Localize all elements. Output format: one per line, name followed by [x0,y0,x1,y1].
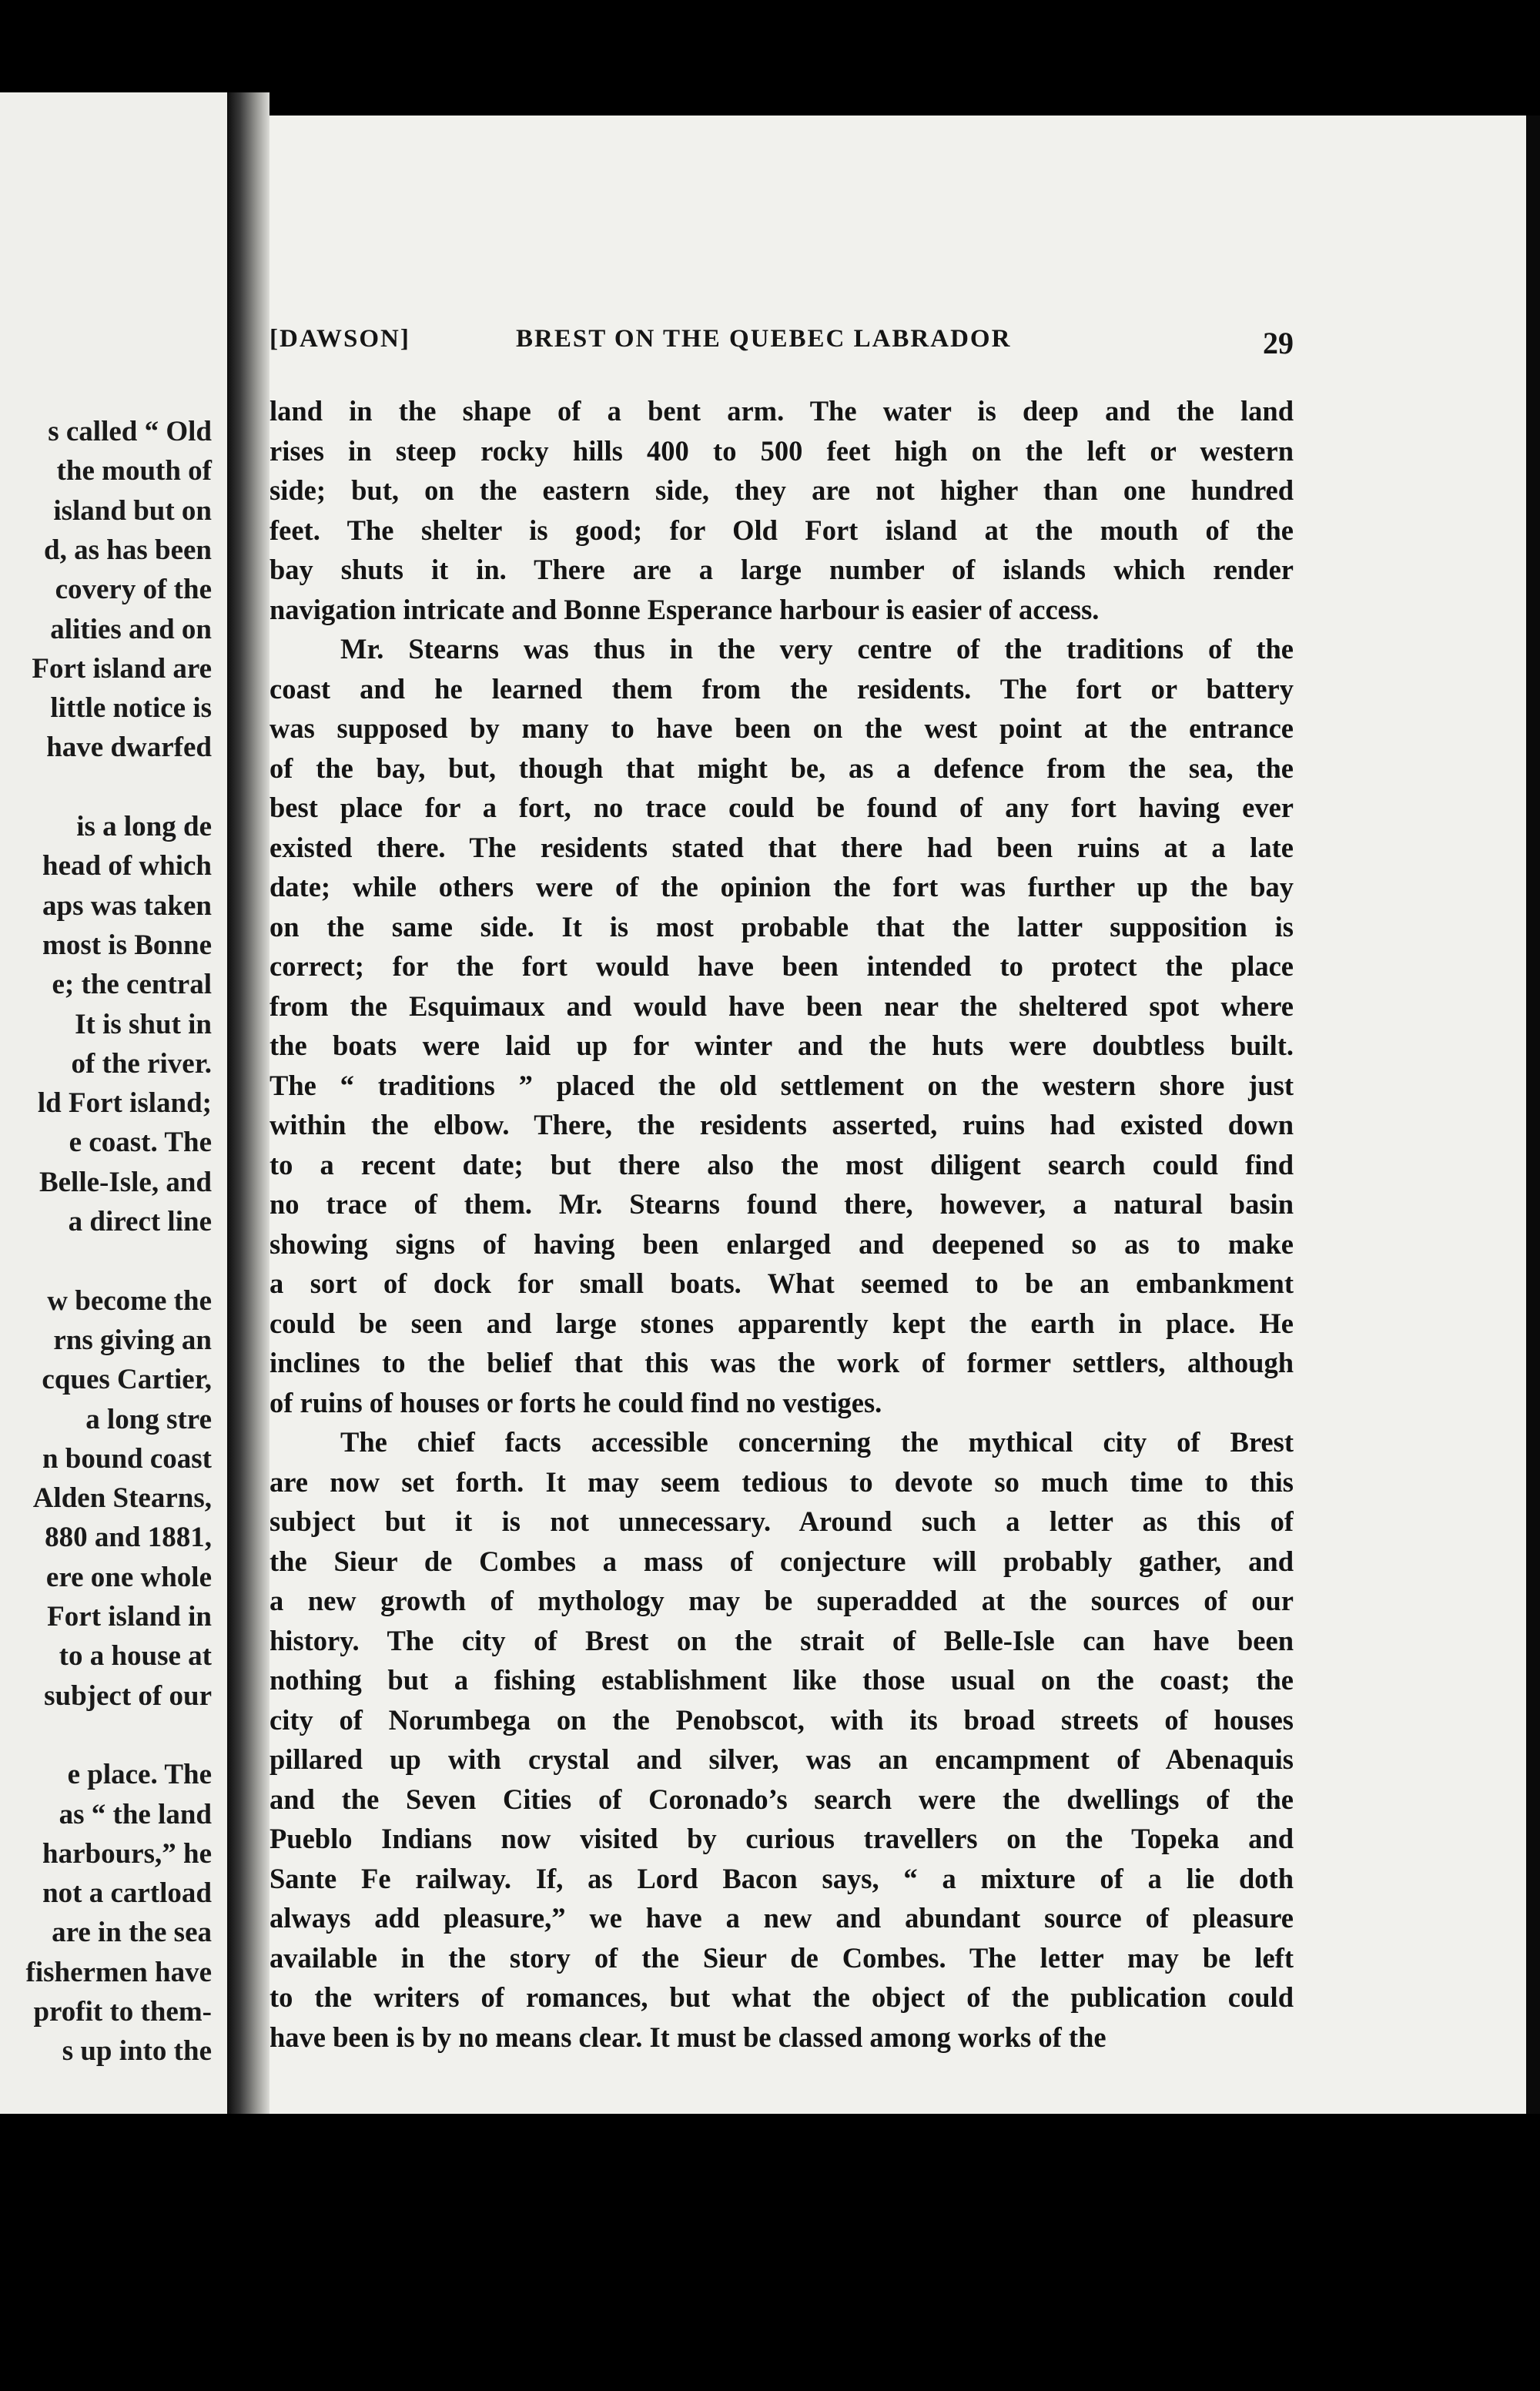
left-page-line: ere one whole [45,1561,212,1593]
left-page-line: covery of the [55,574,212,606]
body-line: correct; for the fort would have been intended to protect the place [270,950,1294,982]
scan-edge [1526,116,1540,2114]
left-page-line: d, as has been [44,534,212,566]
body-line: coast and he learned them from the residents. The fort or battery [270,672,1294,705]
left-page-line: the mouth of [56,455,212,487]
body-line: have been is by no means clear. It must be classed among works of the [270,2021,1106,2053]
left-page-line: Fort island are [32,652,212,685]
page-number: 29 [1263,326,1294,360]
left-page-line: of the river. [71,1047,212,1080]
body-line: feet. The shelter is good; for Old Fort island at the mouth of the [270,514,1294,546]
body-line: was supposed by many to have been on the west point at the entrance [270,712,1294,744]
left-page-line: Belle-Isle, and [38,1166,212,1198]
left-page-line: aps was taken [42,889,212,922]
left-page-line: little notice is [50,692,212,725]
body-line: of ruins of houses or forts he could find no vestiges. [270,1386,882,1418]
running-head-author: [DAWSON] [270,325,410,353]
left-page-line: cques Cartier, [42,1364,212,1396]
body-line: on the same side. It is most probable that the latter supposition is [270,910,1294,943]
left-page-line: rns giving an [53,1324,212,1356]
left-page-line: to a house at [59,1640,212,1673]
body-line: inclines to the belief that this was the work of former settlers, although [270,1347,1294,1378]
body-line: the boats were laid up for winter and the huts were doubtless built. [270,1030,1294,1061]
left-page-line: fishermen have [25,1956,212,1988]
left-page-line: harbours,” he [42,1837,212,1870]
left-page-line: e; the central [52,969,212,1001]
running-head [270,325,1294,368]
left-page-line: 880 and 1881, [45,1522,212,1554]
left-page-line: e place. The [67,1759,212,1791]
body-text [270,391,1294,2057]
body-line: The “ traditions ” placed the old settlement on the western shore just [270,1069,1294,1101]
left-page-line: ld Fort island; [37,1087,212,1120]
left-page-line: s called “ Old [48,416,212,447]
body-line: are now set forth. It may seem tedious to devote so much time to this [270,1465,1294,1498]
body-line: always add pleasure,” we have a new and abundant source of pleasure [270,1902,1294,1934]
body-line: a sort of dock for small boats. What seemed to be an embankment [270,1267,1294,1299]
body-line: the Sieur de Combes a mass of conjecture will probably gather, and [270,1545,1294,1577]
body-line: side; but, on the eastern side, they are not higher than one hundred [270,474,1294,506]
left-page-line: is a long de [76,811,212,842]
left-page-line: alities and on [50,613,212,645]
body-line: existed there. The residents stated that there had been ruins at a late [270,831,1294,863]
left-page-line: s up into the [62,2035,212,2068]
left-page-line: w become the [47,1284,212,1317]
body-line: city of Norumbega on the Penobscot, with its broad streets of houses [270,1703,1294,1736]
body-line: Mr. Stearns was thus in the very centre of the traditions of the [340,633,1294,665]
body-line: from the Esquimaux and would have been near the sheltered spot where [270,990,1294,1022]
running-head-title: BREST ON THE QUEBEC LABRADOR [516,325,1012,353]
body-line: to the writers of romances, but what the object of the publication could [270,1981,1294,2013]
body-line: showing signs of having been enlarged and deepened so as to make [270,1227,1294,1260]
left-page-line: e coast. The [69,1127,212,1159]
body-line: and the Seven Cities of Coronado’s search were the dwellings of the [270,1783,1294,1815]
body-line: of the bay, but, though that might be, as a defence from the sea, the [270,752,1294,784]
left-page-line: are in the sea [52,1917,212,1949]
left-page-line: head of which [42,850,212,882]
body-line: subject but it is not unnecessary. Around such a letter as this of [270,1505,1294,1537]
body-line: The chief facts accessible concerning the mythical city of Brest [340,1426,1294,1458]
left-page-line: Alden Stearns, [32,1482,212,1515]
left-page-line: It is shut in [75,1008,212,1040]
left-page-line: as “ the land [59,1798,212,1830]
body-line: Pueblo Indians now visited by curious travellers on the Topeka and [270,1823,1294,1854]
left-page-line: most is Bonne [42,929,212,961]
left-page-line: subject of our [44,1679,212,1712]
left-page-line: a direct line [68,1206,212,1237]
left-page-line: island but on [53,494,212,527]
left-page-line: profit to them- [33,1996,212,2028]
body-line: rises in steep rocky hills 400 to 500 feet high on the left or western [270,434,1294,467]
left-page-line: not a cartload [42,1877,212,1910]
body-line: navigation intricate and Bonne Esperance harbour is easier of access. [270,593,1100,625]
body-line: no trace of them. Mr. Stearns found there, however, a natural basin [270,1188,1294,1220]
left-page-line: n bound coast [42,1442,212,1475]
left-page-line: a long stre [85,1403,212,1435]
body-line: land in the shape of a bent arm. The water is deep and the land [270,395,1294,427]
body-line: could be seen and large stones apparently kept the earth in place. He [270,1307,1294,1339]
scan-background-bottom [0,2114,1540,2391]
body-line: Sante Fe railway. If, as Lord Bacon says, “ a mixture of a lie doth [270,1862,1294,1894]
left-page-line: Fort island in [47,1601,212,1633]
left-page-line: have dwarfed [46,732,212,764]
body-line: bay shuts it in. There are a large number of islands which render [270,554,1294,585]
body-line: history. The city of Brest on the strait of Belle-Isle can have been [270,1624,1294,1656]
left-page-fragment [0,92,227,2114]
right-page [270,116,1540,2114]
body-line: a new growth of mythology may be superadded at the sources of our [270,1585,1294,1616]
body-line: pillared up with crystal and silver, was an encampment of Abenaquis [270,1743,1294,1775]
body-line: to a recent date; but there also the most diligent search could find [270,1148,1294,1180]
book-gutter [227,92,270,2114]
body-line: within the elbow. There, the residents asserted, ruins had existed down [270,1109,1294,1140]
body-line: date; while others were of the opinion the fort was further up the bay [270,871,1294,902]
body-line: available in the story of the Sieur de Combes. The letter may be left [270,1941,1294,1974]
body-line: best place for a fort, no trace could be found of any fort having ever [270,792,1294,823]
body-line: nothing but a fishing establishment like those usual on the coast; the [270,1664,1294,1696]
